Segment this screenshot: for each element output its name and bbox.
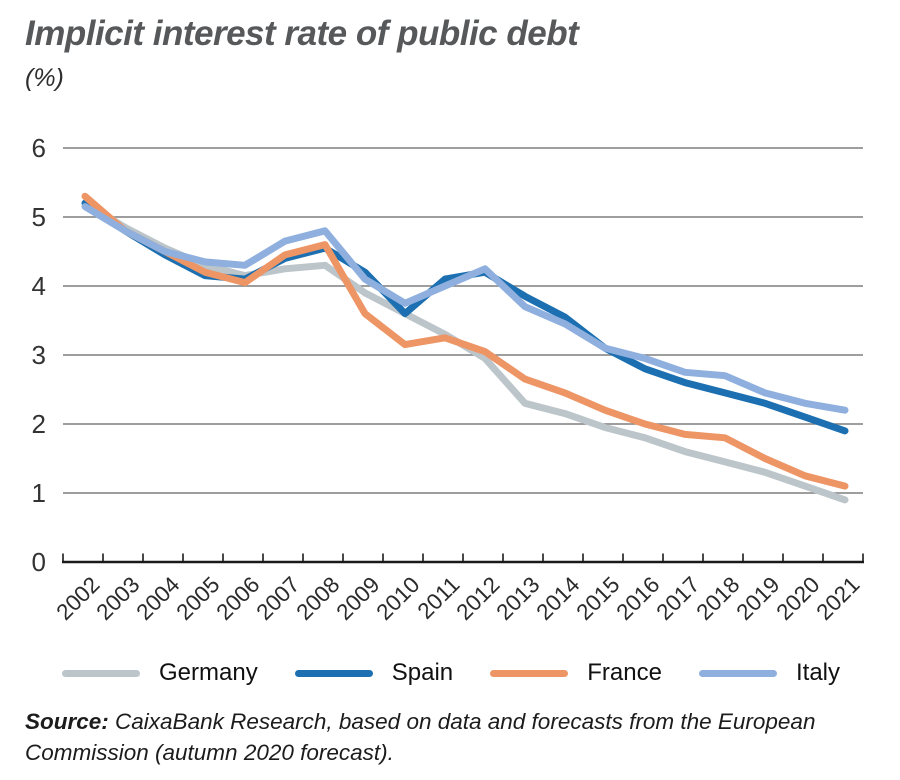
x-tick-label: 2005	[171, 571, 225, 625]
x-tick-label: 2015	[571, 571, 625, 625]
y-tick-label: 1	[31, 478, 46, 508]
x-tick-label: 2004	[131, 571, 185, 625]
y-tick-label: 6	[31, 133, 46, 163]
legend-label: Germany	[159, 659, 258, 686]
legend-swatch-germany	[62, 670, 140, 677]
x-tick-label: 2002	[51, 571, 105, 625]
x-tick-label: 2010	[371, 571, 425, 625]
x-tick-label: 2012	[451, 571, 505, 625]
x-tick-label: 2013	[491, 571, 545, 625]
line-chart-canvas	[0, 130, 900, 640]
line-chart	[0, 130, 900, 640]
chart-title: Implicit interest rate of public debt	[25, 14, 579, 53]
x-tick-label: 2006	[211, 571, 265, 625]
x-tick-label: 2020	[771, 571, 825, 625]
y-axis-labels	[32, 133, 46, 577]
legend-item-spain	[295, 659, 453, 687]
y-tick-label: 4	[31, 271, 46, 301]
x-tick-label: 2019	[731, 571, 785, 625]
legend-swatch-spain	[295, 670, 373, 677]
x-tick-label: 2008	[291, 571, 345, 625]
legend-item-germany	[62, 659, 258, 687]
source-label: Source:	[25, 709, 109, 734]
legend-label: Italy	[795, 659, 840, 686]
x-tick-label: 2011	[412, 571, 465, 624]
x-tick-label: 2007	[251, 571, 305, 625]
chart-header	[25, 14, 875, 93]
source-text: CaixaBank Research, based on data and forecasts from the European Commission (autumn 2020 forecast).	[25, 709, 816, 766]
x-axis-labels	[51, 572, 864, 625]
x-tick-label: 2016	[611, 571, 665, 625]
x-tick-label: 2014	[531, 571, 585, 625]
legend-label: France	[587, 659, 662, 686]
legend-item-france	[490, 659, 662, 687]
legend-swatch-france	[490, 670, 568, 677]
chart-subtitle: (%)	[25, 64, 64, 93]
x-tick-label: 2021	[811, 571, 865, 625]
source-note	[25, 706, 877, 768]
x-tick-label: 2003	[91, 571, 145, 625]
gridlines	[63, 148, 863, 493]
series-line-spain	[85, 203, 845, 431]
x-tick-label: 2009	[331, 571, 385, 625]
legend-item-italy	[699, 659, 840, 687]
x-tick-label: 2018	[691, 571, 745, 625]
legend-label: Spain	[391, 659, 454, 686]
y-tick-label: 3	[31, 340, 46, 370]
x-tick-label: 2017	[651, 571, 705, 625]
chart-legend	[62, 656, 840, 690]
legend-swatch-italy	[699, 670, 777, 677]
series-line-france	[85, 196, 845, 486]
y-tick-label: 0	[31, 547, 46, 577]
series-line-germany	[85, 203, 845, 500]
series-line-italy	[85, 207, 845, 411]
y-tick-label: 2	[31, 409, 46, 439]
y-tick-label: 5	[31, 202, 46, 232]
x-axis	[62, 554, 864, 563]
